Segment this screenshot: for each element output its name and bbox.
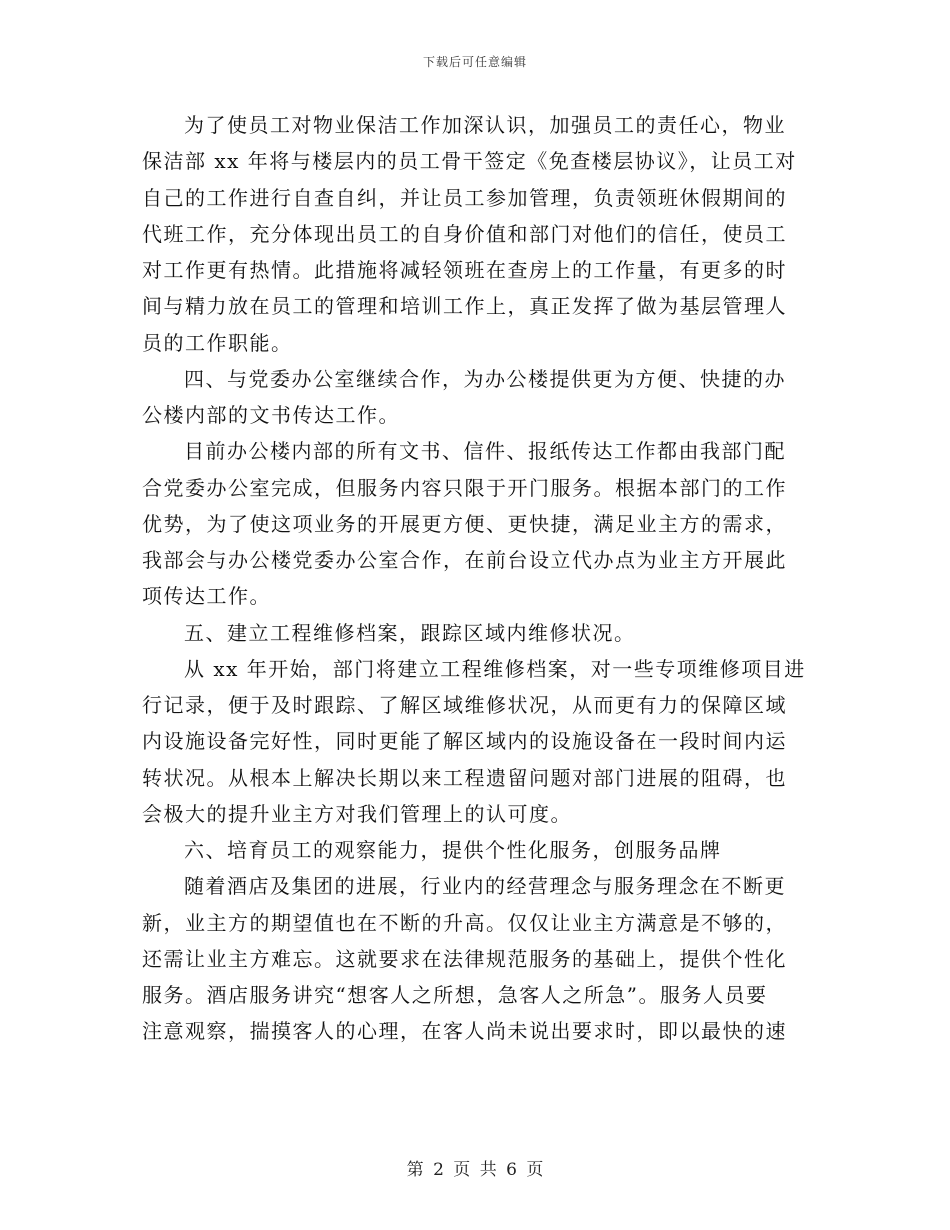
section-heading-continued: 公楼内部的文书传达工作。 xyxy=(142,403,400,427)
text-line: 服务。酒店服务讲究“想客人之所想，急客人之所急”。服务人员要 xyxy=(142,983,768,1007)
page-footer-number: 第 2 页 共 6 页 xyxy=(406,1160,544,1180)
text-line: 还需让业主方难忘。这就要求在法律规范服务的基础上，提供个性化 xyxy=(142,946,787,971)
page-header-note: 下载后可任意编辑 xyxy=(422,55,527,69)
text-line: 新，业主方的期望值也在不断的升高。仅仅让业主方满意是不够的， xyxy=(142,910,787,935)
text-line: 保洁部 xx 年将与楼层内的员工骨干签定《免查楼层协议》，让员工对 xyxy=(142,149,797,174)
text-line: 自己的工作进行自查自纠，并让员工参加管理，负责领班休假期间的 xyxy=(142,185,787,210)
section-heading: 六、培育员工的观察能力，提供个性化服务，创服务品牌 xyxy=(184,838,722,862)
text-line: 我部会与办公楼党委办公室合作，在前台设立代办点为业主方开展此 xyxy=(142,548,787,572)
text-line: 转状况。从根本上解决长期以来工程遗留问题对部门进展的阻碍，也 xyxy=(142,765,787,790)
text-line: 行记录，便于及时跟踪、了解区域维修状况，从而更有力的保障区域 xyxy=(142,693,787,717)
text-line: 为了使员工对物业保洁工作加深认识，加强员工的责任心，物业 xyxy=(184,113,786,137)
text-line: 间与精力放在员工的管理和培训工作上，真正发挥了做为基层管理人 xyxy=(142,294,787,319)
text-line: 对工作更有热情。此措施将减轻领班在查房上的工作量，有更多的时 xyxy=(142,258,787,282)
text-line: 员的工作职能。 xyxy=(142,330,293,355)
text-line: 代班工作，充分体现出员工的自身价值和部门对他们的信任，使员工 xyxy=(142,221,787,246)
document-body xyxy=(142,107,806,1050)
text-line: 随着酒店及集团的进展，行业内的经营理念与服务理念在不断更 xyxy=(184,874,786,899)
section-heading: 五、建立工程维修档案，跟踪区域内维修状况。 xyxy=(184,620,636,645)
text-line: 内设施设备完好性，同时更能了解区域内的设施设备在一段时间内运 xyxy=(142,729,787,754)
text-line: 合党委办公室完成，但服务内容只限于开门服务。根据本部门的工作 xyxy=(142,475,787,500)
text-line: 从 xx 年开始，部门将建立工程维修档案，对一些专项维修项目进 xyxy=(184,656,806,681)
text-line: 注意观察，揣摸客人的心理，在客人尚未说出要求时，即以最快的速 xyxy=(142,1019,787,1044)
section-heading: 四、与党委办公室继续合作，为办公楼提供更为方便、快捷的办 xyxy=(184,366,786,391)
text-line: 会极大的提升业主方对我们管理上的认可度。 xyxy=(142,801,572,826)
text-line: 优势，为了使这项业务的开展更方便、更快捷，满足业主方的需求， xyxy=(142,511,787,536)
text-line: 项传达工作。 xyxy=(142,584,271,609)
text-line: 目前办公楼内部的所有文书、信件、报纸传达工作都由我部门配 xyxy=(184,439,786,464)
